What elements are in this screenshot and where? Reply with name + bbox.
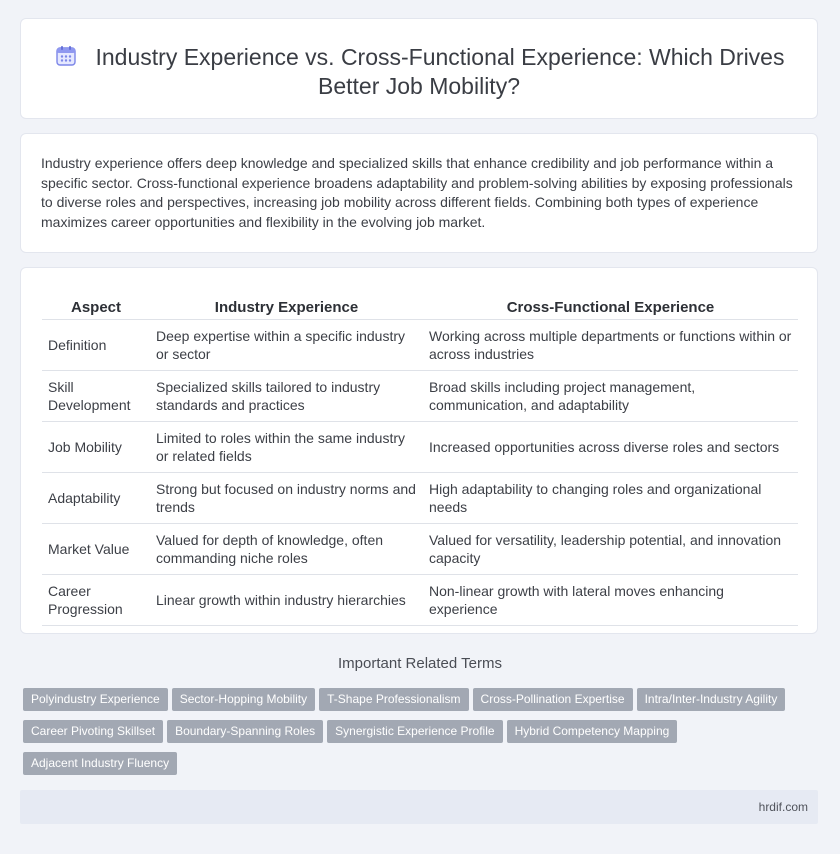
intro-paragraph: Industry experience offers deep knowledge and specialized skills that enhance credibility and job performance within a specific sector. Cross-functional experience broadens adaptability and problem-solving abilities by exposing professionals to diverse roles and perspectives, increasing job mobility across different fields. Combining both types of experience maximizes career opportunities and flexibility in the evolving job market. bbox=[41, 155, 793, 230]
related-term-tag[interactable]: Career Pivoting Skillset bbox=[23, 720, 163, 743]
related-term-tag[interactable]: Hybrid Competency Mapping bbox=[507, 720, 678, 743]
intro-card bbox=[20, 133, 818, 253]
related-term-tag[interactable]: Intra/Inter-Industry Agility bbox=[637, 688, 786, 711]
table-row bbox=[42, 320, 798, 371]
title-text: Industry Experience vs. Cross-Functional Experience: Which Drives Better Job Mobility? bbox=[95, 44, 785, 99]
industry-cell: Strong but focused on industry norms and trends bbox=[150, 473, 423, 524]
table-row bbox=[42, 422, 798, 473]
industry-cell: Specialized skills tailored to industry standards and practices bbox=[150, 371, 423, 422]
aspect-cell: Skill Development bbox=[42, 371, 150, 422]
related-term-tag[interactable]: Sector-Hopping Mobility bbox=[172, 688, 315, 711]
industry-cell: Deep expertise within a specific industry or sector bbox=[150, 320, 423, 371]
related-term-tag[interactable]: Adjacent Industry Fluency bbox=[23, 752, 177, 775]
cross-functional-cell: Valued for versatility, leadership potential, and innovation capacity bbox=[423, 524, 798, 575]
column-header-aspect: Aspect bbox=[42, 295, 150, 320]
industry-cell: Linear growth within industry hierarchies bbox=[150, 575, 423, 626]
table-row bbox=[42, 575, 798, 626]
cross-functional-cell: Working across multiple departments or functions within or across industries bbox=[423, 320, 798, 371]
industry-cell: Limited to roles within the same industry or related fields bbox=[150, 422, 423, 473]
industry-cell: Valued for depth of knowledge, often commanding niche roles bbox=[150, 524, 423, 575]
cross-functional-cell: Broad skills including project management, communication, and adaptability bbox=[423, 371, 798, 422]
column-header-industry: Industry Experience bbox=[150, 295, 423, 320]
table-row bbox=[42, 371, 798, 422]
related-term-tag[interactable]: T-Shape Professionalism bbox=[319, 688, 468, 711]
comparison-card bbox=[20, 267, 818, 634]
related-term-tag[interactable]: Synergistic Experience Profile bbox=[327, 720, 502, 743]
aspect-cell: Career Progression bbox=[42, 575, 150, 626]
cross-functional-cell: Non-linear growth with lateral moves enhancing experience bbox=[423, 575, 798, 626]
cross-functional-cell: High adaptability to changing roles and organizational needs bbox=[423, 473, 798, 524]
related-terms-heading: Important Related Terms bbox=[338, 655, 502, 672]
column-header-cross-functional: Cross-Functional Experience bbox=[423, 295, 798, 320]
comparison-table bbox=[42, 295, 798, 626]
related-term-tag[interactable]: Polyindustry Experience bbox=[23, 688, 168, 711]
related-terms-list bbox=[23, 688, 803, 784]
aspect-cell: Market Value bbox=[42, 524, 150, 575]
aspect-cell: Job Mobility bbox=[42, 422, 150, 473]
cross-functional-cell: Increased opportunities across diverse roles and sectors bbox=[423, 422, 798, 473]
page-title bbox=[21, 43, 817, 101]
calendar-icon bbox=[54, 44, 78, 68]
header-card bbox=[20, 18, 818, 119]
footer-site-link[interactable]: hrdif.com bbox=[758, 800, 808, 814]
table-header-row bbox=[42, 295, 798, 320]
aspect-cell: Definition bbox=[42, 320, 150, 371]
related-term-tag[interactable]: Boundary-Spanning Roles bbox=[167, 720, 323, 743]
table-row bbox=[42, 473, 798, 524]
table-row bbox=[42, 524, 798, 575]
footer-bar bbox=[20, 790, 818, 824]
related-term-tag[interactable]: Cross-Pollination Expertise bbox=[473, 688, 633, 711]
aspect-cell: Adaptability bbox=[42, 473, 150, 524]
